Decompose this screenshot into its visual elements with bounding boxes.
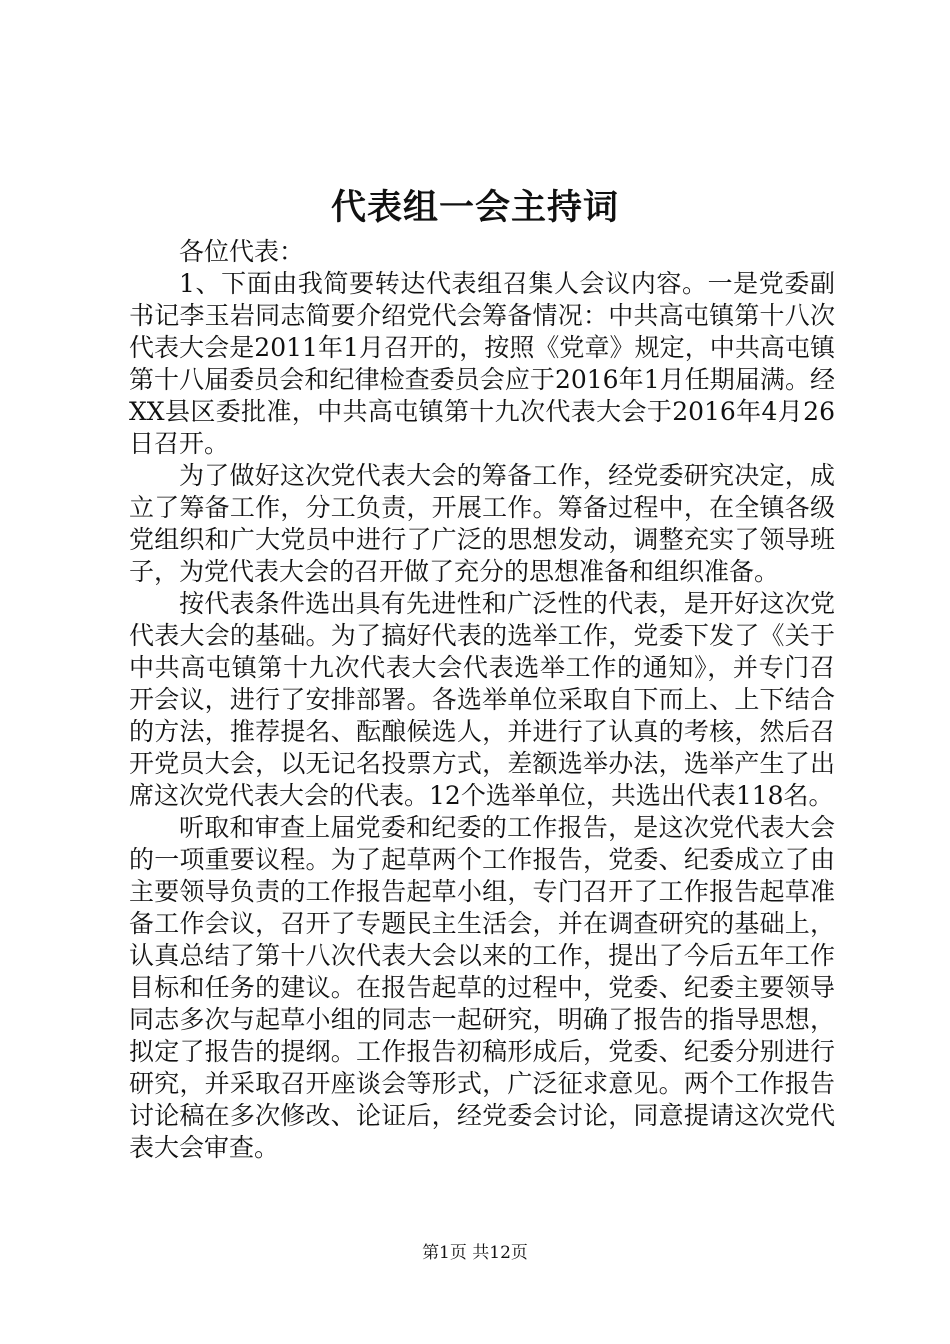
paragraph-2: 为了做好这次党代表大会的筹备工作，经党委研究决定，成立了筹备工作，分工负责，开展工作。筹备过程中，在全镇各级党组织和广大党员中进行了广泛的思想发动，调整充实了领导班子，为党代表大会的召开做了充分的思想准备和组织准备。 — [129, 461, 835, 586]
document-title: 代表组一会主持词 — [330, 187, 619, 228]
document-body — [129, 236, 835, 1164]
paragraph-4: 听取和审查上届党委和纪委的工作报告，是这次党代表大会的一项重要议程。为了起草两个工作报告，党委、纪委成立了由主要领导负责的工作报告起草小组，专门召开了工作报告起草准备工作会议，召开了专题民主生活会，并在调查研究的基础上，认真总结了第十八次代表大会以来的工作，提出了今后五年工作目标和任务的建议。在报告起草的过程中，党委、纪委主要领导同志多次与起草小组的同志一起研究，明确了报告的指导思想，拟定了报告的提纲。工作报告初稿形成后，党委、纪委分别进行研究，并采取召开座谈会等形式，广泛征求意见。两个工作报告讨论稿在多次修改、论证后，经党委会讨论，同意提请这次党代表大会审查。 — [129, 813, 835, 1162]
page-number-footer: 第1页 共12页 — [422, 1243, 528, 1263]
paragraph-3: 按代表条件选出具有先进性和广泛性的代表，是开好这次党代表大会的基础。为了搞好代表的选举工作，党委下发了《关于中共高屯镇第十九次代表大会代表选举工作的通知》，并专门召开会议，进行了安排部署。各选举单位采取自下而上、上下结合的方法，推荐提名、酝酿候选人，并进行了认真的考核，然后召开党员大会，以无记名投票方式，差额选举办法，选举产生了出席这次党代表大会的代表。12个选举单位，共选出代表118名。 — [129, 589, 835, 810]
paragraph-salutation: 各位代表： — [179, 237, 305, 266]
paragraph-1: 1、下面由我简要转达代表组召集人会议内容。一是党委副书记李玉岩同志简要介绍党代会筹备情况：中共高屯镇第十八次代表大会是2011年1月召开的，按照《党章》规定，中共高屯镇第十八届委员会和纪律检查委员会应于2016年1月任期届满。经XX县区委批准，中共高屯镇第十九次代表大会于2016年4月26日召开。 — [129, 269, 835, 458]
